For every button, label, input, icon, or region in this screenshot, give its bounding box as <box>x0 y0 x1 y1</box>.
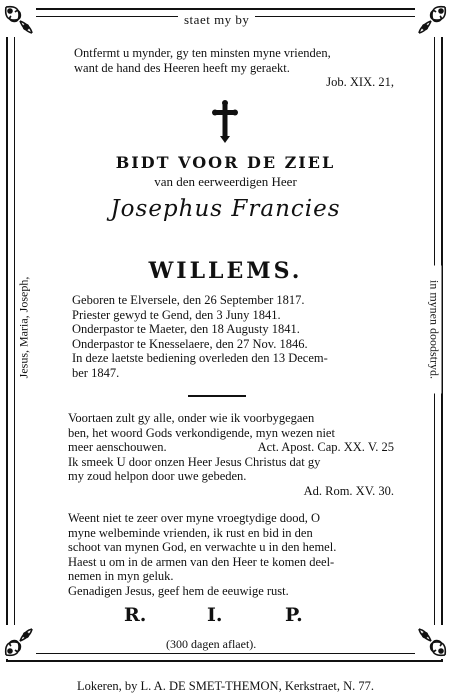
passage-line: Ik smeek U door onzen Heer Jesus Christus dat gy <box>68 454 321 469</box>
bio-line: In deze laetste bediening overleden den 13 Decem- <box>72 351 328 365</box>
passage-line: nemen in myn geluk. <box>68 569 174 583</box>
epigraph-reference: Job. XIX. 21, <box>326 75 394 89</box>
divider <box>188 395 246 397</box>
surname: WILLEMS. <box>148 258 303 284</box>
epigraph <box>74 46 394 90</box>
bio-line: Priester gewyd te Gend, den 3 Juny 1841. <box>72 307 281 322</box>
rip-i: I. <box>207 604 223 626</box>
passage-acts <box>68 411 394 498</box>
printer-imprint: Lokeren, by L. A. DE SMET-THEMON, Kerkstraet, N. 77. <box>76 679 375 693</box>
passage-reference: Act. Apost. Cap. XX. V. 25 <box>257 440 394 454</box>
epigraph-line: Ontfermt u mynder, gy ten minsten myne vrienden, <box>74 46 331 60</box>
passage-line-last <box>68 440 394 455</box>
cross-icon <box>212 100 238 144</box>
passage-text: meer aenschouwen. <box>68 440 167 454</box>
passage-reference: Ad. Rom. XV. 30. <box>303 483 394 498</box>
passage-line: Genadigen Jesus, geef hem de eeuwige rust. <box>68 583 289 598</box>
passage-line: myne welbeminde vrienden, ik rust en bid in den <box>68 525 313 540</box>
bio-line: ber 1847. <box>72 365 120 380</box>
bio-line: Onderpastor te Maeter, den 18 Augusty 1841. <box>72 322 300 336</box>
left-border-label: Jesus, Maria, Joseph, <box>17 264 32 392</box>
corner-ornament-top-left <box>2 3 36 37</box>
bio-line: Geboren te Elversele, den 26 September 1817. <box>72 293 305 307</box>
given-names: Josephus Francies <box>110 196 341 222</box>
right-border-label: in mynen doodstryd. <box>427 266 442 394</box>
passage-farewell <box>68 511 394 598</box>
passage-line: Voortaen zult gy alle, onder wie ik voorbygegaen <box>68 411 315 425</box>
subtitle: van den eerweerdigen Heer <box>154 174 297 189</box>
corner-ornament-bottom-left <box>2 625 36 659</box>
top-border-label: staet my by <box>178 12 255 28</box>
bio-line: Onderpastor te Knesselaere, den 27 Nov. 1846. <box>72 336 308 351</box>
passage-line: Weent niet te zeer over myne vroegtydige dood, O <box>68 511 321 525</box>
indulgence-label: (300 dagen aflaet). <box>160 637 262 652</box>
passage-line: schoot van mynen God, en verwachte u in den hemel. <box>68 540 337 554</box>
rip-r: R. <box>124 604 147 626</box>
passage-line: my zoud helpon door uwe gebeden. <box>68 469 247 483</box>
corner-ornament-bottom-right <box>415 625 449 659</box>
passage-line: ben, het woord Gods verkondigende, myn wezen niet <box>68 425 335 440</box>
epigraph-line: want de hand des Heeren heeft my geraekt. <box>74 60 290 75</box>
passage-line: Haest u om in de armen van den Heer te komen deel- <box>68 554 335 569</box>
rip-p: P. <box>285 604 303 626</box>
page-title: BIDT VOOR DE ZIEL <box>115 153 336 172</box>
biography <box>72 293 392 380</box>
corner-ornament-top-right <box>415 3 449 37</box>
